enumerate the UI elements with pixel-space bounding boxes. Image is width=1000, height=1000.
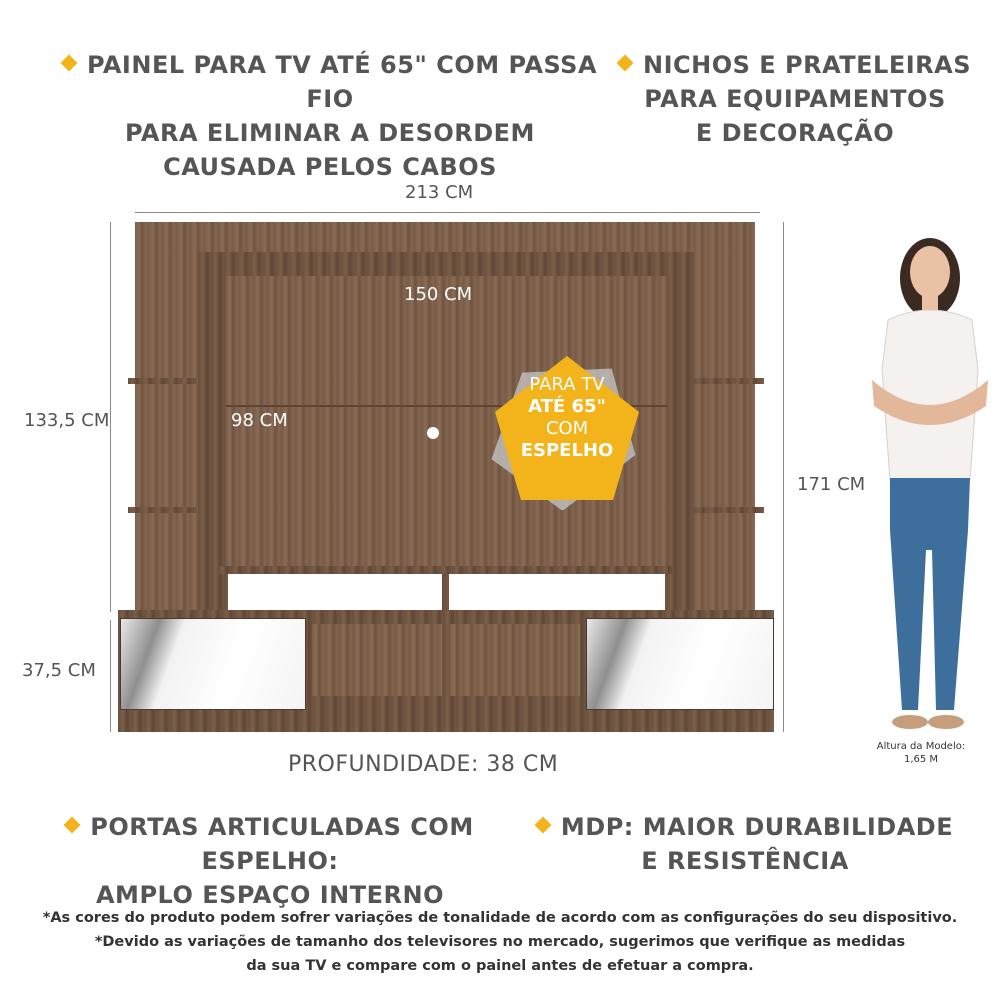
base-niche-right — [450, 624, 580, 696]
feature-bottom-left — [0, 810, 540, 912]
lower-shelf — [218, 566, 674, 574]
diamond-bullet-icon — [616, 55, 633, 72]
base-niche-left — [312, 624, 442, 696]
mirror-door-right — [586, 618, 774, 710]
model-blouse — [882, 310, 978, 480]
badge-text — [487, 374, 647, 462]
feature-line: MDP: MAIOR DURABILIDADE — [535, 810, 955, 844]
feature-line: NICHOS E PRATELEIRAS — [610, 48, 980, 82]
feature-line: PARA ELIMINAR A DESORDEM — [125, 119, 535, 147]
feature-line: CAUSADA PELOS CABOS — [163, 153, 497, 181]
dimension-line-panel-height — [110, 222, 111, 612]
feature-line: E DECORAÇÃO — [695, 119, 895, 147]
feature-bottom-right — [535, 810, 955, 878]
model-jeans — [890, 478, 970, 710]
badge-line: PARA TV — [529, 374, 605, 395]
feature-line: PARA EQUIPAMENTOS — [644, 85, 946, 113]
model-caption-line: Altura da Modelo: — [876, 741, 966, 752]
dimension-line-width — [135, 212, 760, 213]
diamond-bullet-icon — [60, 55, 77, 72]
feature-top-left — [40, 48, 620, 184]
shelf-left-top — [128, 378, 198, 384]
note-line: da sua TV e compare com o painel antes de efetuar a compra. — [246, 958, 754, 974]
badge-line: COM — [545, 418, 589, 439]
dimension-height-panel: 133,5 CM — [24, 410, 110, 431]
model-face — [910, 246, 950, 298]
diamond-bullet-icon — [534, 817, 551, 834]
feature-line: E RESISTÊNCIA — [641, 847, 849, 875]
disclaimer-notes — [0, 906, 1000, 978]
model-caption — [866, 740, 976, 766]
model-shoe-left — [892, 715, 928, 729]
model-figure — [860, 230, 1000, 740]
diamond-bullet-icon — [64, 817, 81, 834]
dimension-line-base-height — [110, 620, 111, 732]
shelf-right-top — [694, 378, 764, 384]
feature-line: AMPLO ESPAÇO INTERNO — [95, 881, 444, 909]
model-caption-line: 1,65 M — [903, 754, 939, 765]
shelf-right-bottom — [694, 507, 764, 513]
feature-line: PAINEL PARA TV ATÉ 65" COM PASSA FIO — [40, 48, 620, 116]
note-line: *Devido as variações de tamanho dos televisores no mercado, sugerimos que verifique as medidas — [94, 934, 906, 950]
dimension-width-tv-area: 150 CM — [404, 284, 473, 305]
dimension-width-total: 213 CM — [405, 182, 474, 203]
model-shoe-right — [928, 715, 964, 729]
dimension-depth: PROFUNDIDADE: 38 CM — [288, 752, 559, 777]
feature-top-right — [610, 48, 980, 150]
shelf-left-bottom — [128, 507, 198, 513]
opening-right — [449, 574, 665, 610]
badge-line: ATÉ 65" — [528, 396, 606, 417]
opening-left — [228, 574, 442, 610]
mirror-door-left — [120, 618, 306, 710]
dimension-line-total-height — [783, 222, 784, 732]
cable-hole — [427, 427, 439, 439]
dimension-height-tv-area: 98 CM — [231, 410, 288, 431]
dimension-height-total: 171 CM — [797, 474, 866, 495]
feature-line: PORTAS ARTICULADAS COM ESPELHO: — [0, 810, 540, 878]
dimension-height-base: 37,5 CM — [22, 660, 96, 681]
note-line: *As cores do produto podem sofrer variações de tonalidade de acordo com as configurações do seu dispositivo. — [42, 910, 958, 926]
badge-line: ESPELHO — [520, 440, 614, 461]
